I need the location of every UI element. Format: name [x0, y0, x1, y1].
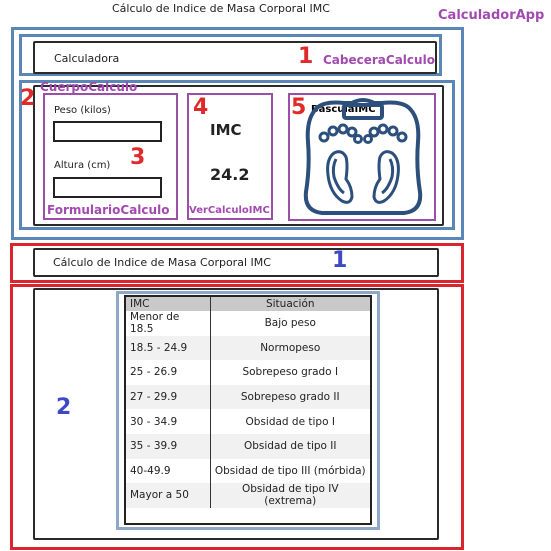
height-input[interactable] — [53, 177, 162, 198]
result-heading: IMC — [210, 121, 242, 139]
table-row — [126, 336, 370, 361]
body-number: 2 — [20, 86, 36, 111]
imc-range-cell: 30 - 34.9 — [126, 409, 210, 434]
situation-cell: Obsidad de tipo I — [245, 415, 335, 428]
body-component-label: CuerpoCalculo — [40, 80, 138, 94]
imc-table — [126, 297, 370, 508]
situation-cell: Normopeso — [210, 336, 370, 361]
imc-range-cell: 27 - 29.9 — [126, 385, 210, 410]
header-number: 1 — [298, 44, 314, 69]
imc-range-cell: 18.5 - 24.9 — [126, 336, 210, 361]
weight-input[interactable] — [53, 121, 162, 142]
table-row — [126, 483, 370, 508]
table-row — [126, 459, 370, 484]
table-row — [126, 311, 370, 336]
result-component-label: VerCalculoIMC — [189, 205, 270, 216]
imc-range-cell: 35 - 39.9 — [126, 434, 210, 459]
imc-range-cell: Mayor a 50 — [126, 483, 210, 508]
table-row — [126, 434, 370, 459]
situation-cell: Sobrepeso grado II — [210, 385, 370, 410]
scale-number: 5 — [291, 95, 307, 120]
table-row — [126, 409, 370, 434]
bottom-header-title: Cálculo de Indice de Masa Corporal IMC — [53, 256, 271, 269]
situation-cell: Obsidad de tipo II — [210, 434, 370, 459]
situation-cell: Bajo peso — [264, 317, 316, 330]
table-header-row — [126, 297, 370, 311]
bottom-header-number: 1 — [332, 248, 348, 273]
header-cell-situacion: Situación — [210, 297, 370, 311]
imc-range-cell: 40-49.9 — [126, 459, 210, 484]
form-number: 3 — [130, 145, 146, 170]
result-number: 4 — [193, 95, 209, 120]
weight-label: Peso (kilos) — [54, 105, 111, 116]
table-row — [126, 385, 370, 410]
situation-cell: Sobrepeso grado I — [242, 366, 339, 379]
app-label: CalculadorApp — [438, 8, 545, 23]
bathroom-scale-icon — [296, 97, 430, 219]
header-component-label: CabeceraCalculo — [323, 53, 435, 67]
header-cell-imc: IMC — [126, 297, 210, 311]
form-component-label: FormularioCalculo — [47, 203, 170, 217]
result-value: 24.2 — [210, 165, 250, 184]
bottom-body-number: 2 — [56, 395, 72, 420]
height-label: Altura (cm) — [54, 160, 111, 171]
situation-cell: Obsidad de tipo IV (extrema) — [210, 483, 370, 508]
imc-table-frame — [124, 295, 372, 525]
page-title: Cálculo de Indice de Masa Corporal IMC — [112, 2, 330, 15]
header-title: Calculadora — [54, 52, 120, 65]
imc-range-cell: 25 - 26.9 — [126, 360, 210, 385]
imc-range-cell: Menor de 18.5 — [126, 311, 210, 336]
scale-component-label: BasculaIMC — [311, 104, 376, 115]
table-row — [126, 360, 370, 385]
situation-cell: Obsidad de tipo III (mórbida) — [214, 464, 366, 477]
